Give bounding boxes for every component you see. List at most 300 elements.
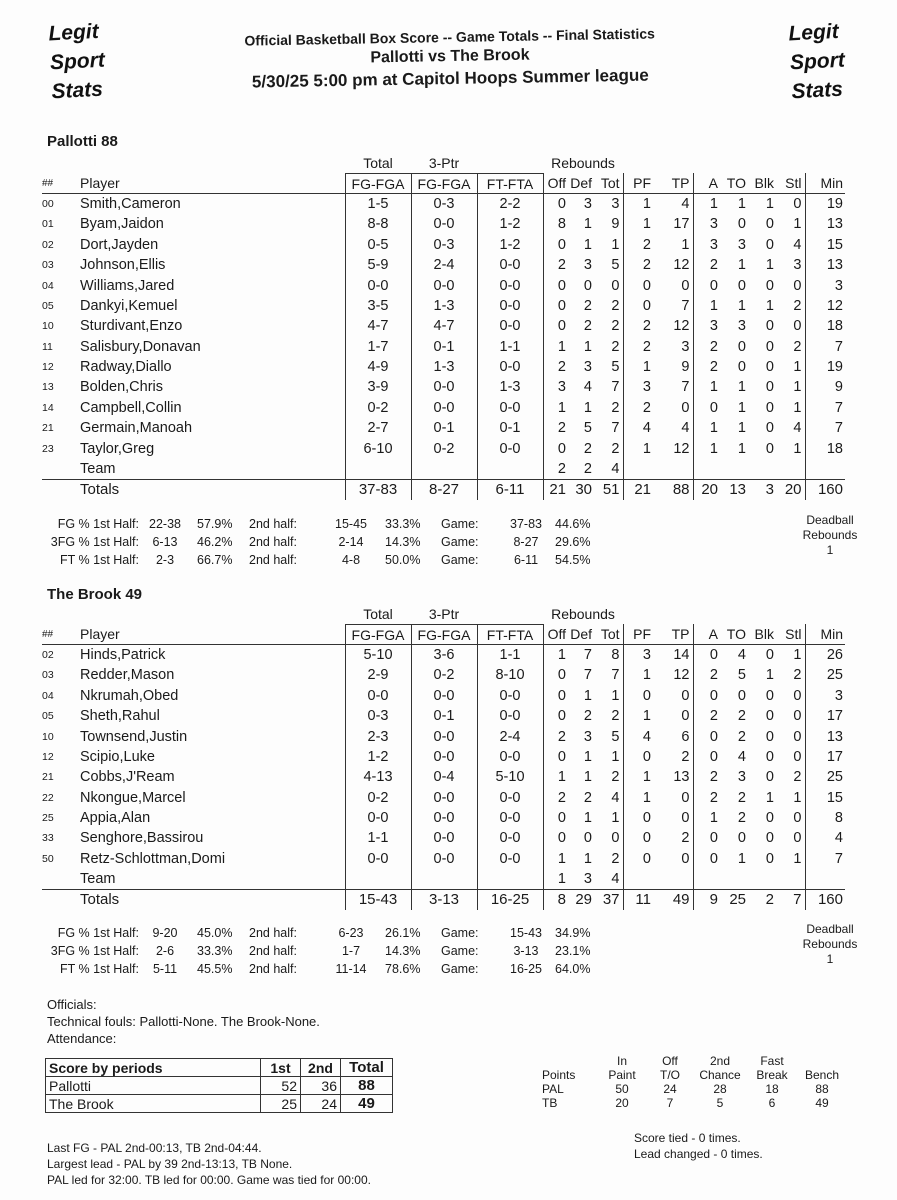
stat-stl: 1 [777, 788, 805, 808]
pct-gp: 23.1% [555, 944, 591, 958]
stat-min: 13 [826, 728, 843, 745]
column-group-rebounds: Rebounds [551, 606, 615, 623]
score-by-periods-table [45, 1058, 393, 1113]
periods-header-1st: 1st [261, 1059, 301, 1077]
player-row [42, 788, 845, 808]
points-value: 18 [765, 1082, 779, 1096]
stat-to: 1 [737, 440, 746, 457]
stat-to: 0 [737, 359, 746, 376]
stat-to: 0 [737, 687, 746, 704]
stat-ft: 1-2 [477, 235, 543, 255]
stat-stl: 0 [777, 828, 805, 848]
stat-stl: 3 [777, 255, 805, 275]
player-row [42, 275, 845, 295]
stat-fg: 0-0 [345, 849, 411, 869]
stat-pf: 0 [642, 687, 651, 704]
stat-fg: 0-2 [345, 788, 411, 808]
player-row [42, 808, 845, 828]
officials-info [47, 996, 320, 1047]
stat-def: 1 [583, 769, 592, 786]
stat-tp: 2 [655, 747, 693, 767]
stat-fg: 2-9 [345, 665, 411, 685]
deadball-rebounds [790, 513, 870, 558]
stat-tot: 7 [595, 377, 623, 397]
player-name: Sheth,Rahul [80, 708, 160, 725]
stat-tot: 3 [595, 194, 623, 214]
stat-tot: 1 [595, 747, 623, 767]
player-name: Hinds,Patrick [80, 647, 166, 664]
stat-to: 2 [737, 810, 746, 827]
pct-h2l: 2nd half: [249, 553, 297, 567]
player-number: 04 [42, 689, 54, 702]
stat-off: 1 [557, 850, 566, 867]
player-name: Salisbury,Donavan [80, 338, 201, 355]
pct-h2: 11-14 [335, 962, 367, 976]
deadball-value: 1 [826, 952, 834, 966]
periods-header-total: Total [341, 1059, 393, 1077]
pct-h2l: 2nd half: [249, 962, 297, 976]
stat-min: 25 [826, 667, 843, 684]
header-matchup: Pallotti vs The Brook [370, 46, 530, 67]
periods-team: Pallotti [46, 1077, 261, 1095]
percentage-line [47, 515, 601, 533]
player-number: 21 [42, 771, 54, 784]
stat-pf: 2 [642, 236, 651, 253]
stat-tp3: 0-0 [411, 726, 477, 746]
stat-off: 0 [557, 236, 566, 253]
stat-stl: 4 [777, 418, 805, 438]
stat-def: 2 [583, 440, 592, 457]
stat-to: 1 [737, 257, 746, 274]
stat-def: 1 [583, 236, 592, 253]
stat-a: 0 [709, 728, 718, 745]
stat-tp: 4 [655, 418, 693, 438]
player-name: Townsend,Justin [80, 728, 188, 745]
player-row [42, 418, 845, 438]
stat-to: 0 [737, 830, 746, 847]
stat-blk: 0 [765, 359, 774, 376]
stat-stl: 4 [777, 235, 805, 255]
percentage-line [47, 533, 601, 551]
stat-tot: 0 [595, 275, 623, 295]
stat-ft: 1-3 [477, 377, 543, 397]
pct-g: 3-13 [513, 944, 539, 958]
stat-to: 3 [737, 769, 746, 786]
stat-fg: 3-9 [345, 377, 411, 397]
stat-tp: 12 [655, 438, 693, 458]
stat-fg: 5-9 [345, 255, 411, 275]
stat-min: 15 [826, 236, 843, 253]
periods-header-2nd: 2nd [301, 1059, 341, 1077]
player-name: Smith,Cameron [80, 196, 181, 213]
document-header [199, 24, 700, 95]
percentage-line [47, 924, 601, 942]
stat-a: 3 [709, 236, 718, 253]
stat-stl: 2 [777, 767, 805, 787]
stat-tp3: 0-1 [411, 337, 477, 357]
box-score-table [42, 153, 845, 500]
pct-gl: Game: [441, 553, 479, 567]
stat-fg: 0-5 [345, 235, 411, 255]
player-name: Williams,Jared [80, 277, 175, 294]
stat-def: 1 [583, 399, 592, 416]
total-blk: 3 [749, 479, 777, 499]
totals-label: Totals [80, 889, 345, 909]
stat-tot: 4 [595, 869, 623, 889]
stat-fg: 2-3 [345, 726, 411, 746]
stat-pf: 2 [642, 338, 651, 355]
stat-fg: 0-0 [345, 686, 411, 706]
stat-a: 2 [709, 708, 718, 725]
stat-blk: 1 [765, 297, 774, 314]
stat-tp3: 1-3 [411, 296, 477, 316]
stat-off: 0 [557, 830, 566, 847]
stat-stl: 1 [777, 645, 805, 665]
stat-off: 0 [557, 687, 566, 704]
pct-g: 16-25 [510, 962, 542, 976]
pct-gl: Game: [441, 944, 479, 958]
player-number: 11 [42, 340, 53, 353]
stat-tp3: 0-2 [411, 438, 477, 458]
stat-blk: 0 [765, 216, 774, 233]
technical-fouls-line: Technical fouls: Pallotti-None. The Brook-None. [47, 1014, 320, 1029]
stat-tp: 13 [655, 767, 693, 787]
column-header-num: ## [42, 173, 80, 193]
stat-pf: 1 [642, 769, 651, 786]
pct-h1p: 57.9% [197, 517, 233, 531]
totals-row [42, 479, 845, 499]
stat-def: 2 [583, 297, 592, 314]
pct-h1p: 45.5% [197, 962, 233, 976]
stat-def: 0 [583, 277, 592, 294]
logo-line: Sport [789, 48, 846, 75]
player-name: Sturdivant,Enzo [80, 318, 183, 335]
column-header-a: A [693, 624, 721, 644]
column-header-blk: Blk [749, 173, 777, 193]
column-header-ft: FT-FTA [477, 173, 543, 193]
percentage-line [47, 942, 601, 960]
logo-right [788, 17, 847, 107]
lead-changed-note: Lead changed - 0 times. [634, 1147, 763, 1161]
points-header: Chance [699, 1068, 741, 1082]
stat-tp3: 0-3 [411, 194, 477, 214]
stat-to: 3 [737, 236, 746, 253]
stat-blk: 1 [765, 257, 774, 274]
column-header-off: Off [543, 173, 569, 193]
stat-stl: 0 [777, 726, 805, 746]
stat-blk: 0 [765, 647, 774, 664]
stat-min: 13 [826, 216, 843, 233]
player-name: Dankyi,Kemuel [80, 297, 178, 314]
pct-label: FG % 1st Half: [57, 517, 139, 531]
stat-tp: 0 [655, 808, 693, 828]
stat-tot: 1 [595, 235, 623, 255]
stat-off: 0 [557, 708, 566, 725]
column-group-header [42, 153, 845, 173]
pct-h2p: 50.0% [385, 553, 421, 567]
stat-a: 1 [709, 440, 718, 457]
pct-h2p: 78.6% [385, 962, 421, 976]
stat-blk: 0 [765, 399, 774, 416]
column-header-tp3: FG-FGA [411, 624, 477, 644]
stat-off: 1 [557, 871, 566, 888]
player-row [42, 726, 845, 746]
total-to: 13 [721, 479, 749, 499]
total-tp3: 8-27 [411, 479, 477, 499]
stat-fg: 4-7 [345, 316, 411, 336]
column-header-pf: PF [623, 624, 655, 644]
deadball-label: Rebounds [802, 937, 858, 951]
stat-ft: 0-0 [477, 706, 543, 726]
stat-a: 0 [709, 399, 718, 416]
player-name: Retz-Schlottman,Domi [80, 850, 226, 867]
stat-tp: 6 [655, 726, 693, 746]
points-team: PAL [542, 1082, 564, 1096]
pct-gp: 34.9% [555, 926, 591, 940]
player-name: Nkrumah,Obed [80, 687, 179, 704]
stat-stl: 1 [777, 377, 805, 397]
column-header-blk: Blk [749, 624, 777, 644]
periods-header-label: Score by periods [46, 1059, 261, 1077]
stat-fg: 1-5 [345, 194, 411, 214]
points-header: Points [542, 1068, 576, 1082]
stat-ft: 0-0 [477, 828, 543, 848]
stat-tot: 2 [595, 767, 623, 787]
stat-tp3: 1-3 [411, 357, 477, 377]
pct-label: FT % 1st Half: [60, 553, 139, 567]
stat-blk: 0 [765, 830, 774, 847]
stat-ft: 0-0 [477, 398, 543, 418]
stat-to: 5 [737, 667, 746, 684]
stat-tp3: 2-4 [411, 255, 477, 275]
stat-blk: 0 [765, 687, 774, 704]
player-row [42, 849, 845, 869]
stat-fg: 2-7 [345, 418, 411, 438]
periods-2nd: 36 [301, 1077, 341, 1095]
pct-g: 15-43 [510, 926, 542, 940]
column-header-fg: FG-FGA [345, 624, 411, 644]
stat-min: 13 [826, 257, 843, 274]
points-header: Fast [760, 1054, 784, 1068]
column-header-player: Player [80, 624, 345, 644]
player-number: 23 [42, 442, 54, 455]
stat-blk: 1 [765, 789, 774, 806]
stat-def: 1 [583, 687, 592, 704]
stat-stl: 1 [777, 849, 805, 869]
stat-to: 4 [737, 647, 746, 664]
player-number: 05 [42, 299, 54, 312]
stat-stl: 0 [777, 194, 805, 214]
stat-a: 2 [709, 338, 718, 355]
stat-ft: 0-0 [477, 788, 543, 808]
player-row [42, 357, 845, 377]
stat-stl: 2 [777, 665, 805, 685]
stat-pf: 1 [642, 196, 651, 213]
player-row [42, 296, 845, 316]
stat-fg: 5-10 [345, 645, 411, 665]
stat-fg: 8-8 [345, 214, 411, 234]
stat-tot: 2 [595, 849, 623, 869]
player-row [42, 686, 845, 706]
stat-tp3: 0-0 [411, 747, 477, 767]
stat-min: 17 [826, 748, 843, 765]
stat-stl: 1 [777, 398, 805, 418]
total-blk: 2 [749, 889, 777, 909]
total-fg: 37-83 [345, 479, 411, 499]
periods-total: 49 [341, 1095, 393, 1113]
stat-blk: 0 [765, 379, 774, 396]
player-number: 25 [42, 812, 54, 825]
stat-tot: 9 [595, 214, 623, 234]
pct-h1: 6-13 [152, 535, 178, 549]
total-off: 8 [543, 889, 569, 909]
total-pf: 11 [623, 889, 655, 909]
stat-to: 1 [737, 850, 746, 867]
pct-h2p: 26.1% [385, 926, 421, 940]
player-name: Taylor,Greg [80, 440, 155, 457]
logo-line: Stats [50, 77, 104, 104]
total-min: 160 [805, 889, 845, 909]
player-row [42, 255, 845, 275]
stat-def: 2 [583, 789, 592, 806]
stat-ft: 0-1 [477, 418, 543, 438]
stat-def: 3 [583, 728, 592, 745]
stat-off: 2 [557, 460, 566, 477]
team-title: Pallotti 88 [47, 133, 118, 150]
stat-min: 18 [826, 318, 843, 335]
column-header-def: Def [569, 624, 595, 644]
pct-gl: Game: [441, 962, 479, 976]
stat-ft: 0-0 [477, 357, 543, 377]
stat-to: 0 [737, 216, 746, 233]
total-ft: 16-25 [477, 889, 543, 909]
player-number: 14 [42, 401, 54, 414]
stat-stl: 1 [777, 357, 805, 377]
column-header-ft: FT-FTA [477, 624, 543, 644]
stat-a: 0 [709, 647, 718, 664]
stat-off: 2 [557, 789, 566, 806]
stat-def: 3 [583, 871, 592, 888]
percentage-line [47, 551, 601, 569]
column-header-tp3: FG-FGA [411, 173, 477, 193]
player-row [42, 665, 845, 685]
pct-g: 37-83 [510, 517, 542, 531]
points-value: 50 [615, 1082, 629, 1096]
stat-min: 19 [826, 359, 843, 376]
stat-def: 1 [583, 810, 592, 827]
pct-h2l: 2nd half: [249, 535, 297, 549]
stat-off: 0 [557, 277, 566, 294]
points-header: In [616, 1054, 627, 1068]
total-def: 29 [569, 889, 595, 909]
column-group-3ptr: 3-Ptr [428, 154, 460, 171]
stat-off: 2 [557, 728, 566, 745]
stat-tot: 2 [595, 316, 623, 336]
stat-stl: 1 [777, 214, 805, 234]
stat-ft: 0-0 [477, 438, 543, 458]
stat-a: 1 [709, 420, 718, 437]
logo-line: Sport [49, 48, 106, 75]
officials-line: Officials: [47, 997, 97, 1012]
column-header-to: TO [721, 624, 749, 644]
stat-blk: 0 [765, 318, 774, 335]
periods-1st: 52 [261, 1077, 301, 1095]
stat-tp3: 0-0 [411, 849, 477, 869]
pct-gp: 54.5% [555, 553, 591, 567]
largest-lead-note: Largest lead - PAL by 39 2nd-13:13, TB None. [47, 1157, 293, 1171]
pct-h2p: 14.3% [385, 944, 421, 958]
stat-to: 1 [737, 379, 746, 396]
periods-2nd: 24 [301, 1095, 341, 1113]
stat-off: 0 [557, 748, 566, 765]
stat-tp3: 3-6 [411, 645, 477, 665]
score-tied-note: Score tied - 0 times. [634, 1131, 741, 1145]
column-header-to: TO [721, 173, 749, 193]
total-off: 21 [543, 479, 569, 499]
points-value: 6 [768, 1096, 776, 1110]
stat-def: 1 [583, 338, 592, 355]
pct-gl: Game: [441, 535, 479, 549]
column-header-def: Def [569, 173, 595, 193]
stat-off: 0 [557, 196, 566, 213]
stat-a: 2 [709, 667, 718, 684]
stat-tp3: 0-0 [411, 808, 477, 828]
stat-pf: 1 [642, 440, 651, 457]
points-value: 49 [815, 1096, 829, 1110]
column-header-fg: FG-FGA [345, 173, 411, 193]
stat-stl: 1 [777, 438, 805, 458]
pct-label: FG % 1st Half: [57, 926, 139, 940]
stat-ft: 1-1 [477, 645, 543, 665]
stat-a: 2 [709, 789, 718, 806]
stat-min: 4 [834, 830, 843, 847]
stat-off: 0 [557, 440, 566, 457]
stat-to: 3 [737, 318, 746, 335]
stat-pf: 2 [642, 318, 651, 335]
header-date-venue: 5/30/25 5:00 pm at Capitol Hoops Summer league [251, 65, 649, 92]
stat-min: 8 [834, 810, 843, 827]
stat-ft: 0-0 [477, 747, 543, 767]
points-value: 88 [815, 1082, 829, 1096]
column-group-total: Total [363, 605, 393, 622]
player-name: Campbell,Collin [80, 399, 182, 416]
stat-tp3: 0-3 [411, 235, 477, 255]
stat-def: 0 [583, 830, 592, 847]
pct-gp: 29.6% [555, 535, 591, 549]
pct-gp: 64.0% [555, 962, 591, 976]
stat-min: 7 [834, 338, 843, 355]
stat-off: 0 [557, 667, 566, 684]
player-number: 01 [42, 218, 54, 231]
stat-ft: 0-0 [477, 808, 543, 828]
stat-pf: 3 [642, 379, 651, 396]
stat-tot: 5 [595, 255, 623, 275]
stat-a: 0 [709, 748, 718, 765]
pct-gl: Game: [441, 517, 479, 531]
attendance-line: Attendance: [47, 1031, 117, 1046]
player-number: 10 [42, 320, 54, 333]
stat-off: 2 [557, 420, 566, 437]
stat-blk: 1 [765, 667, 774, 684]
player-name: Bolden,Chris [80, 379, 164, 396]
stat-def: 1 [583, 850, 592, 867]
pct-h2: 15-45 [335, 517, 367, 531]
stat-off: 2 [557, 359, 566, 376]
stat-def: 1 [583, 216, 592, 233]
pct-h2l: 2nd half: [249, 926, 297, 940]
stat-tp3: 0-0 [411, 686, 477, 706]
stat-pf: 4 [642, 728, 651, 745]
